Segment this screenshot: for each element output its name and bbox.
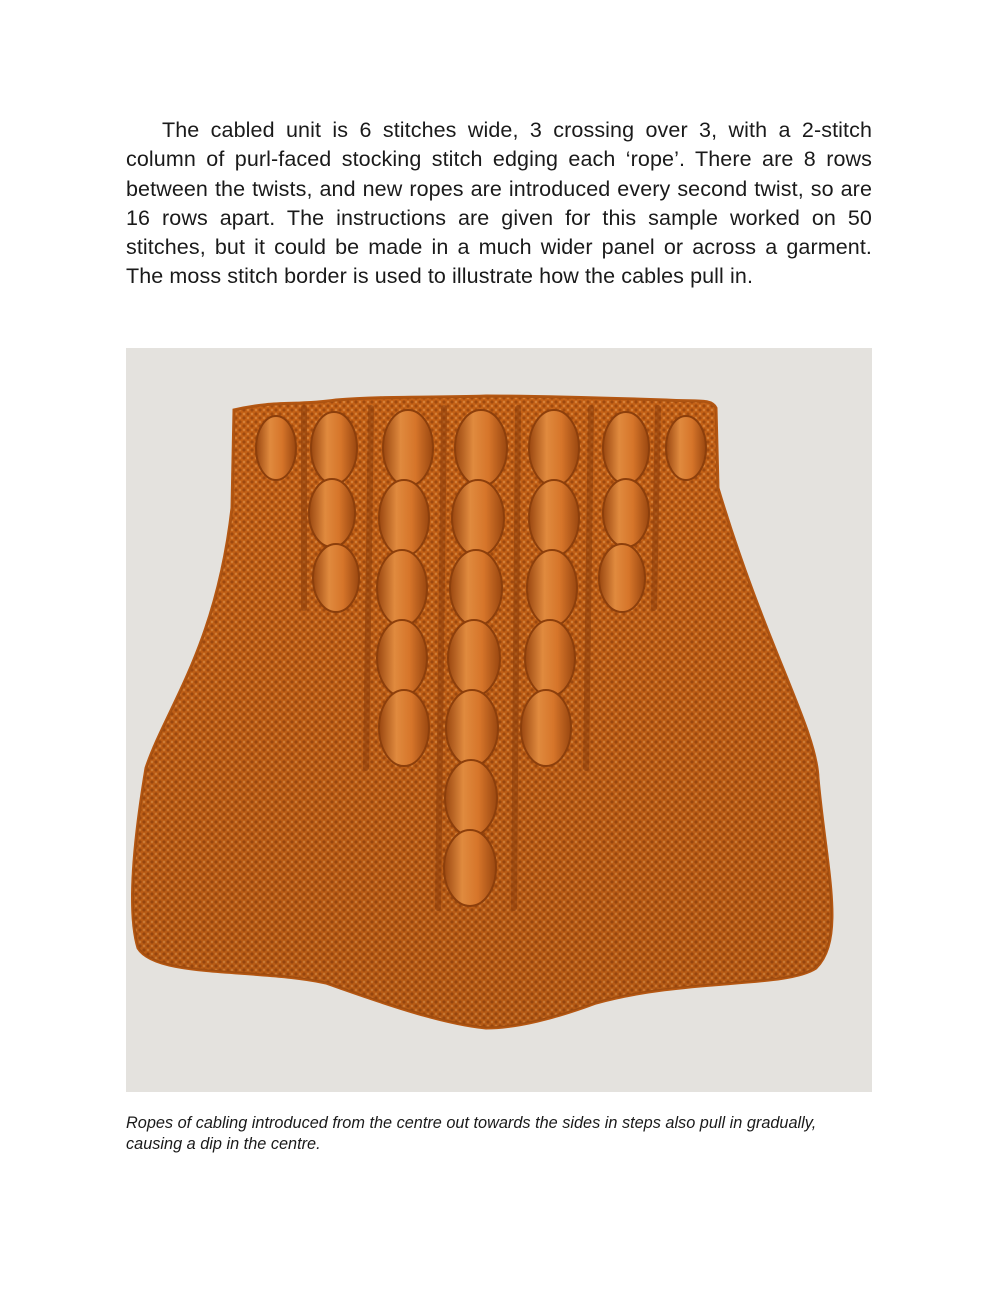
cable-rope-inner-left bbox=[377, 410, 433, 766]
cable-rope-outer-right bbox=[599, 412, 649, 612]
body-paragraph: The cabled unit is 6 stitches wide, 3 crossing over 3, with a 2-stitch column of purl-faced stocking stitch edging each ‘rope’. There are 8 rows between the twists, and new ropes are introduced every second twist, so are 16 rows apart. The instructions are given for this sample worked on 50 stitches, but it could be made in a much wider panel or across a garment. The moss stitch border is used to illustrate how the cables pull in. bbox=[126, 118, 872, 289]
knitted-swatch-illustration bbox=[126, 348, 872, 1092]
cable-rope-outer-left bbox=[309, 412, 359, 612]
cable-rope-far-left bbox=[256, 416, 296, 480]
figure-caption: Ropes of cabling introduced from the centre out towards the sides in steps also pull in gradually, causing a dip in the centre. bbox=[126, 1114, 817, 1153]
cable-rope-far-right bbox=[666, 416, 706, 480]
knitted-swatch-photo bbox=[126, 348, 872, 1092]
